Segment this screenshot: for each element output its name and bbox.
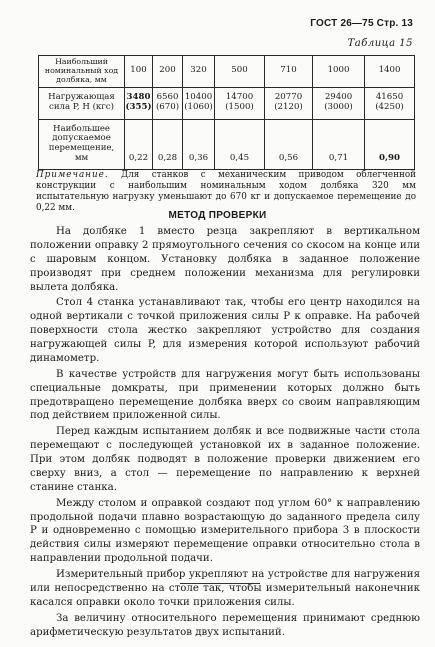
paragraph: В качестве устройств для нагружения могут быть использованы специальные домкраты, при применении которых должно быть предотвращено перемещение долбяка вверх со своим направляющим под действием приложенной силы. xyxy=(30,368,420,422)
table-cell xyxy=(215,87,265,119)
table-column-header: 1400 xyxy=(365,56,415,88)
table-column-header: 100 xyxy=(125,56,153,88)
load-newton: 29400 xyxy=(324,92,353,103)
paragraph: На долбяке 1 вместо резца закрепляют в вертикальном положении оправку 2 прямоугольного сечения со скосом на конце или с шаровым концом. Установку долбяка в заданное положение производят при среднем положении механизма для регулировки вылета долбяка. xyxy=(30,226,420,293)
displacement-row-label: Наибольшее допускаемое перемещение, мм xyxy=(39,119,125,169)
table-cell xyxy=(365,87,415,119)
load-kgf: (4250) xyxy=(375,102,404,113)
table-column-header: 500 xyxy=(215,56,265,88)
table-column-header: 1000 xyxy=(313,56,365,88)
table-cell: 0,28 xyxy=(153,119,183,169)
load-newton: 6560 xyxy=(156,92,179,103)
parameters-table xyxy=(38,55,415,170)
end-divider xyxy=(180,583,260,584)
load-newton: 10400 xyxy=(184,92,213,103)
table-cell: 0,36 xyxy=(183,119,215,169)
paragraph: Измерительный прибор укрепляют на устройстве для нагружения или непосредственно на столе так, чтобы измерительный наконечник касался оправки около точки приложения силы. xyxy=(30,569,420,608)
paragraph: Стол 4 станка устанавливают так, чтобы его центр находился на одной вертикали с точкой приложения силы P к оправке. На рабочей поверхности стола жестко закрепляют устройство для создания нагружающей силы P, для измерения которой используют рабочий динамометр. xyxy=(30,297,420,364)
page-header: ГОСТ 26—75 Стр. 13 xyxy=(310,18,413,29)
note-label: Примечание. xyxy=(36,170,109,180)
table-cell xyxy=(265,87,313,119)
table-column-header: 200 xyxy=(153,56,183,88)
table-row-load xyxy=(39,87,415,119)
paragraph: Перед каждым испытанием долбяк и все подвижные части стола перемещают с последующей установкой их в заданное положение. При этом долбяк подводят в положение проверки движением его сверху вниз, а стол — перемещение по направлению к верхней станине станка. xyxy=(30,426,420,493)
load-kgf: (2120) xyxy=(274,102,303,113)
table-cell xyxy=(313,87,365,119)
method-body xyxy=(30,225,420,641)
table-cell: 0,71 xyxy=(313,119,365,169)
section-title: МЕТОД ПРОВЕРКИ xyxy=(168,210,267,221)
table-row-displacement xyxy=(39,119,415,169)
table-header-label: Наибольший номинальный ход долбяка, мм xyxy=(39,56,125,88)
paragraph: За величину относительного перемещения принимают среднюю арифметическую результатов двух испытаний. xyxy=(30,612,420,638)
load-kgf: (3000) xyxy=(324,102,353,113)
paragraph: Между столом и оправкой создают под углом 60° к направлению продольной подачи плавно возрастающую до заданного предела силу P и одновременно с помощью измерительного прибора 3 в плоскости действия силы измеряют перемещение оправки относительно стола в направлении продольной подачи. xyxy=(30,497,420,565)
table-cell xyxy=(183,87,215,119)
load-newton: 14700 xyxy=(225,92,254,103)
load-row-label: Нагружающая сила P, Н (кгс) xyxy=(39,87,125,119)
load-kgf: (1060) xyxy=(184,102,213,113)
load-newton: 41650 xyxy=(375,92,404,103)
table-column-header: 320 xyxy=(183,56,215,88)
table-column-header: 710 xyxy=(265,56,313,88)
table-cell: 0,90 xyxy=(365,119,415,169)
table-cell: 0,45 xyxy=(215,119,265,169)
table-header-row xyxy=(39,56,415,88)
note-text: Для станков с механическим приводом облегченной конструкции с наибольшим номинальным ходом долбяка 320 мм испытательную нагрузку уменьшают до 670 кг и допускаемое перемещение до 0,22 мм. xyxy=(36,170,416,213)
load-kgf: (670) xyxy=(155,102,180,113)
table-note xyxy=(36,170,416,214)
table-caption: Таблица 15 xyxy=(347,38,413,49)
table-cell xyxy=(125,87,153,119)
load-newton: 3480 xyxy=(126,92,151,103)
load-kgf: (1500) xyxy=(225,102,254,113)
table-cell: 0,22 xyxy=(125,119,153,169)
table-cell xyxy=(153,87,183,119)
load-newton: 20770 xyxy=(274,92,303,103)
load-kgf: (355) xyxy=(125,102,152,113)
table-cell: 0,56 xyxy=(265,119,313,169)
